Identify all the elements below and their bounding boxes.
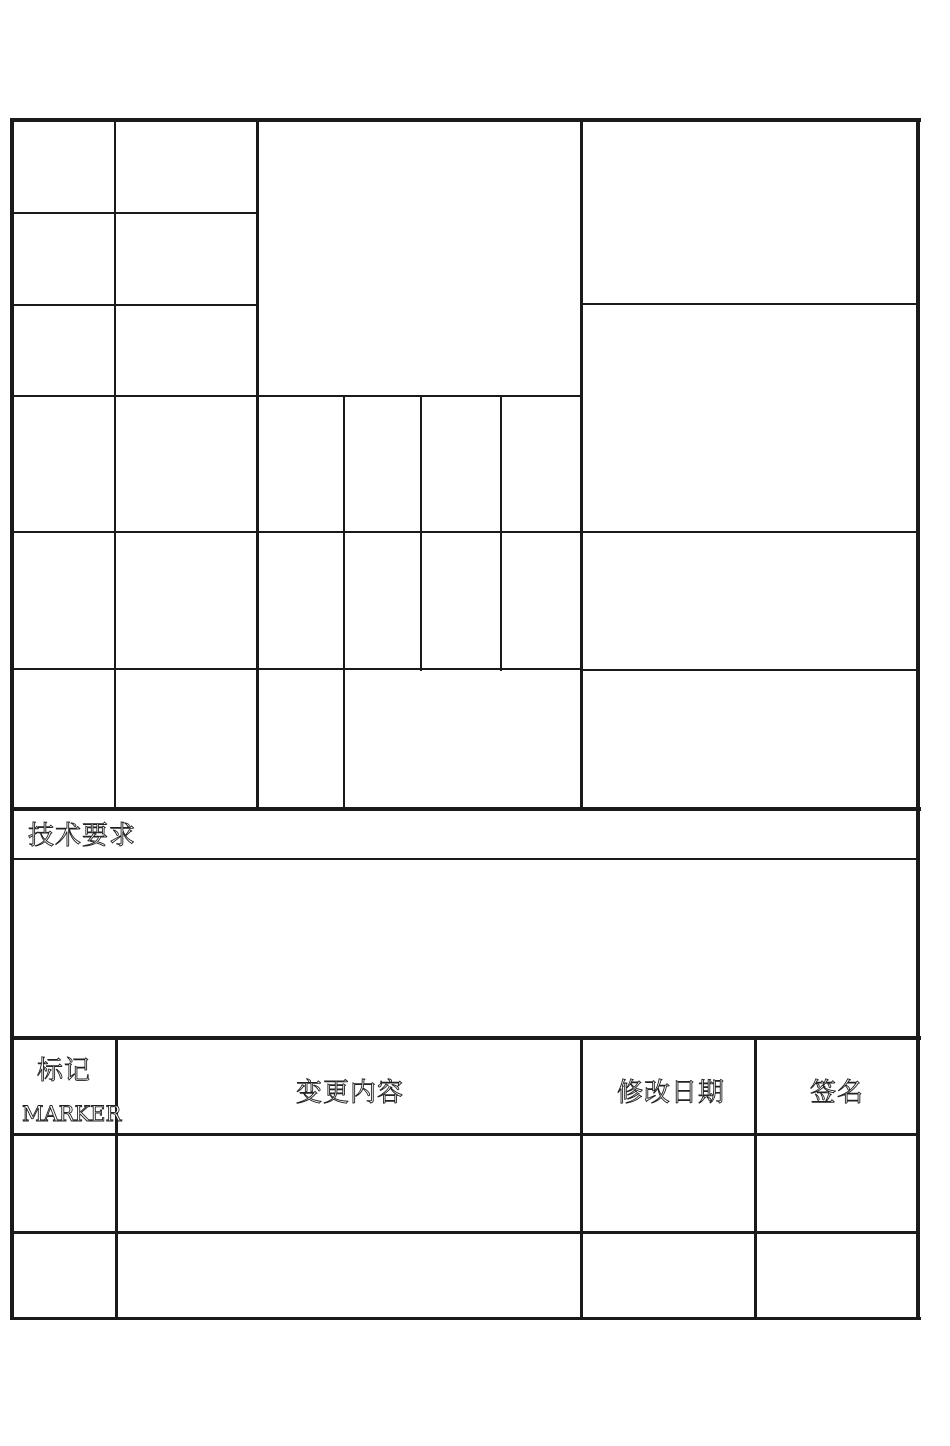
change-content-header: 变更内容	[296, 1078, 405, 1108]
row-line-right-1	[581, 303, 918, 305]
row-line-left-1	[12, 212, 257, 214]
modify-date-header: 修改日期	[617, 1078, 726, 1108]
col-line-1	[114, 120, 116, 810]
row-line-right-2	[581, 531, 918, 533]
row-line-3	[12, 395, 582, 397]
row-line-left-2	[12, 304, 257, 306]
marker-header-cn: 标记	[37, 1056, 92, 1086]
frame-right	[916, 118, 920, 1320]
upper-grid-bottom	[10, 807, 921, 811]
tech-heading-divider	[12, 858, 918, 860]
col-line-4	[420, 396, 422, 671]
tech-requirements-heading: 技术要求	[28, 821, 137, 851]
row-line-right-3	[581, 669, 918, 671]
frame-top	[10, 118, 921, 122]
col-line-5	[500, 396, 502, 671]
tech-requirements-body	[14, 861, 916, 1036]
row-line-4	[12, 531, 582, 533]
frame-bottom	[10, 1317, 921, 1320]
marker-header-en: MARKER	[22, 1102, 122, 1126]
tech-section-bottom	[10, 1036, 921, 1040]
changelog-row-1	[14, 1136, 916, 1231]
signature-header: 签名	[810, 1078, 865, 1108]
changelog-row-2	[14, 1234, 916, 1317]
col-line-3	[343, 396, 345, 810]
col-line-2	[256, 120, 259, 810]
col-line-6	[580, 120, 583, 810]
row-line-5	[12, 668, 582, 670]
